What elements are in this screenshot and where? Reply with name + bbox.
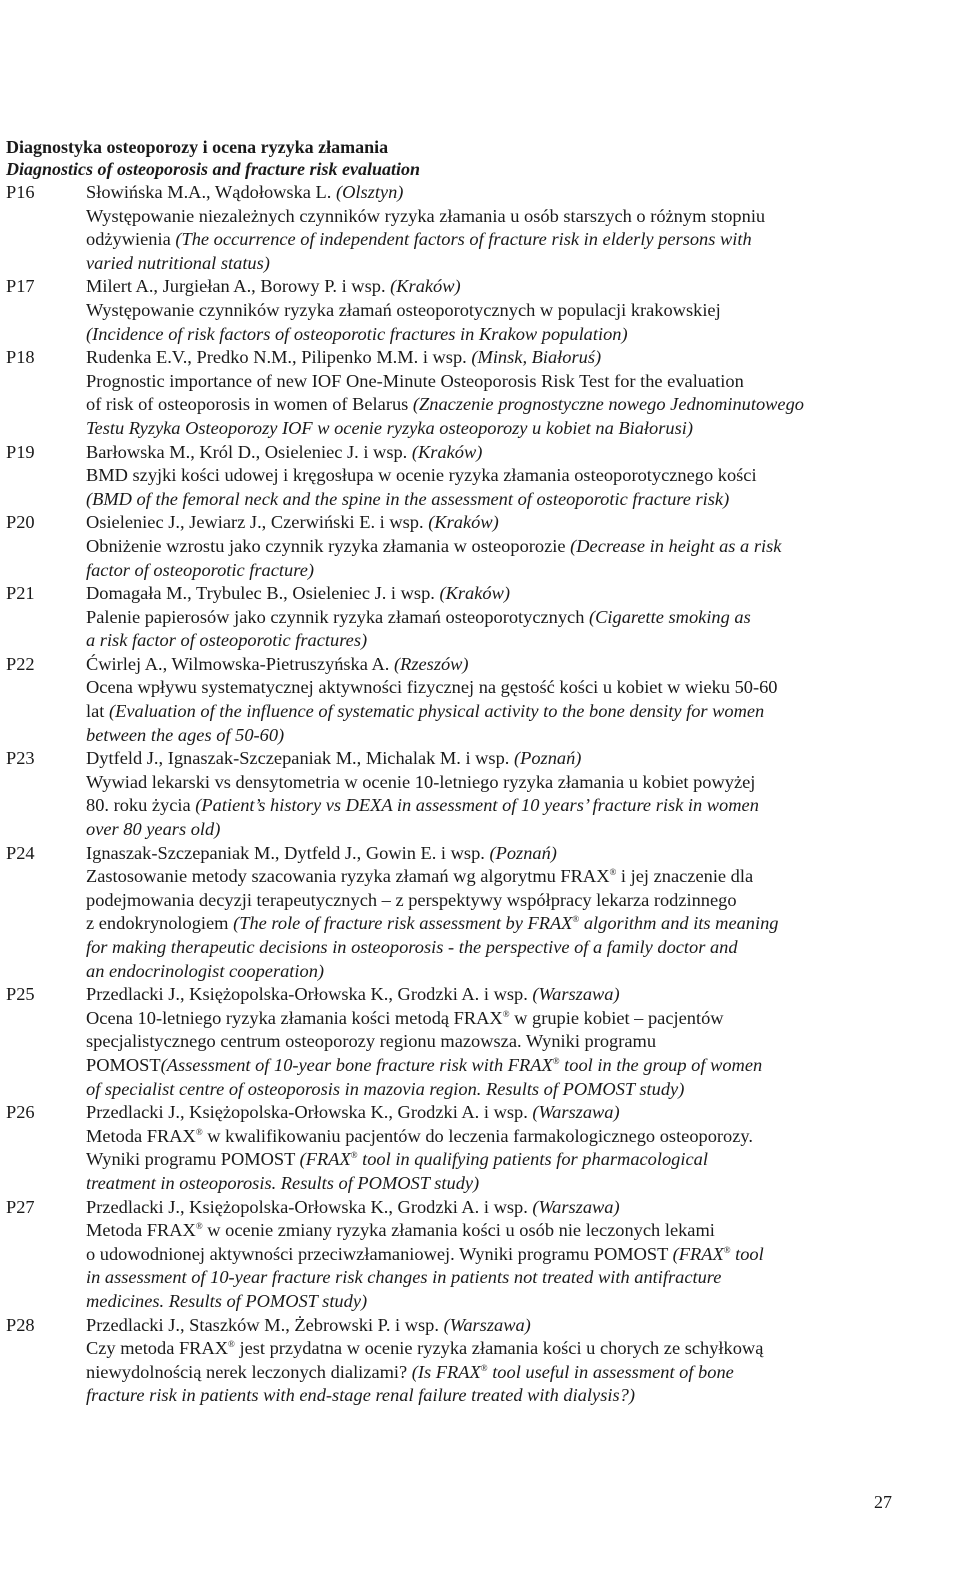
title-segment: Metoda FRAX xyxy=(86,1125,196,1146)
title-segment: an endocrinologist cooperation) xyxy=(86,960,325,981)
title-line xyxy=(86,1007,906,1031)
title-line xyxy=(86,299,906,323)
abstract-entry xyxy=(6,747,906,841)
title-segment: varied nutritional status) xyxy=(86,252,270,273)
author-line xyxy=(86,582,906,606)
city: (Warszawa) xyxy=(532,1102,620,1123)
abstract-code: P20 xyxy=(6,512,35,533)
title-segment: w grupie kobiet – pacjentów xyxy=(509,1007,724,1028)
title-segment: Metoda FRAX xyxy=(86,1220,196,1241)
title-segment: (The occurrence of independent factors of fracture risk in elderly persons with xyxy=(175,229,752,250)
title-segment: tool useful in assessment of bone xyxy=(487,1361,734,1382)
title-segment: jest przydatna w ocenie ryzyka złamania kości u chorych ze schyłkową xyxy=(234,1338,764,1359)
title-segment: Czy metoda FRAX xyxy=(86,1338,229,1359)
authors: Przedlacki J., Księżopolska-Orłowska K., Grodzki A. i wsp. xyxy=(86,1102,528,1123)
abstract-body xyxy=(86,582,906,653)
city: (Kraków) xyxy=(390,276,461,297)
abstract-entry xyxy=(6,181,906,275)
abstract-code: P22 xyxy=(6,653,35,674)
abstract-code: P16 xyxy=(6,182,35,202)
abstract-body xyxy=(86,1314,906,1408)
abstract-entry xyxy=(6,983,906,1101)
abstract-entry xyxy=(6,842,906,984)
title-segment: algorithm and its meaning xyxy=(579,913,779,934)
title-line xyxy=(86,1172,906,1196)
title-line xyxy=(86,559,906,583)
abstract-code: P19 xyxy=(6,441,35,462)
title-line xyxy=(86,1219,906,1243)
title-segment: (FRAX xyxy=(672,1243,724,1264)
title-segment: (Assessment of 10-year bone fracture risk with FRAX xyxy=(160,1054,553,1075)
abstract-body xyxy=(86,346,906,440)
city: (Warszawa) xyxy=(443,1314,531,1335)
abstract-entry xyxy=(6,346,906,440)
title-segment: (Decrease in height as a risk xyxy=(570,535,782,556)
title-line xyxy=(86,865,906,889)
authors: Przedlacki J., Księżopolska-Orłowska K., Grodzki A. i wsp. xyxy=(86,1196,528,1217)
title-segment: (Patient’s history vs DEXA in assessment of 10 years’ fracture risk in women xyxy=(195,795,759,816)
title-segment: POMOST xyxy=(86,1054,161,1075)
city: (Kraków) xyxy=(411,441,483,462)
title-segment: Obniżenie wzrostu jako czynnik ryzyka złamania w osteoporozie xyxy=(86,535,571,556)
city: (Rzeszów) xyxy=(393,653,469,674)
title-line xyxy=(86,1125,906,1149)
title-line xyxy=(86,1148,906,1172)
registered-mark: ® xyxy=(228,1339,235,1350)
authors: Milert A., Jurgiełan A., Borowy P. i wsp. xyxy=(86,276,386,297)
registered-mark: ® xyxy=(723,1244,731,1255)
author-line xyxy=(86,1196,906,1220)
title-line xyxy=(86,1266,906,1290)
abstract-body xyxy=(86,181,906,275)
author-line xyxy=(86,747,906,771)
registered-mark: ® xyxy=(552,1055,560,1066)
author-line xyxy=(86,511,906,535)
city: (Kraków) xyxy=(428,512,499,533)
authors: Ćwirlej A., Wilmowska-Pietruszyńska A. xyxy=(86,653,390,674)
title-segment: factor of osteoporotic fracture) xyxy=(86,559,314,580)
city: (Warszawa) xyxy=(532,984,620,1005)
title-line xyxy=(86,606,906,630)
abstract-entry xyxy=(6,511,906,582)
title-line xyxy=(86,1337,906,1361)
title-line xyxy=(86,912,906,936)
title-line xyxy=(86,1384,906,1408)
abstract-code: P21 xyxy=(6,583,35,604)
author-line xyxy=(86,1314,906,1338)
document-page xyxy=(6,136,906,1408)
title-segment: between the ages of 50-60) xyxy=(86,724,285,745)
abstract-code: P23 xyxy=(6,748,35,769)
title-segment: specjalistycznego centrum osteoporozy regionu mazowsza. Wyniki programu xyxy=(86,1031,657,1052)
title-segment: i jej znaczenie dla xyxy=(616,866,754,887)
page-number: 27 xyxy=(874,1492,892,1512)
title-line xyxy=(86,1361,906,1385)
section-title-english: Diagnostics of osteoporosis and fracture risk evaluation xyxy=(6,159,421,179)
abstract-body xyxy=(86,983,906,1101)
title-line xyxy=(86,370,906,394)
abstract-body xyxy=(86,747,906,841)
title-line xyxy=(86,488,906,512)
title-line xyxy=(86,1054,906,1078)
title-segment: Prognostic importance of new IOF One-Minute Osteoporosis Risk Test for the evaluation xyxy=(86,370,744,391)
authors: Rudenka E.V., Predko N.M., Pilipenko M.M. i wsp. xyxy=(86,347,467,368)
title-line xyxy=(86,464,906,488)
title-line xyxy=(86,1030,906,1054)
title-segment: 80. roku życia xyxy=(86,795,196,816)
abstract-body xyxy=(86,1196,906,1314)
abstract-entry xyxy=(6,1314,906,1408)
authors: Przedlacki J., Księżopolska-Orłowska K., Grodzki A. i wsp. xyxy=(86,984,528,1005)
city: (Minsk, Białoruś) xyxy=(471,347,602,368)
title-segment: w ocenie zmiany ryzyka złamania kości u osób nie leczonych lekami xyxy=(202,1220,715,1241)
title-line xyxy=(86,771,906,795)
abstract-body xyxy=(86,275,906,346)
title-line xyxy=(86,818,906,842)
abstract-body xyxy=(86,441,906,512)
title-segment: odżywienia xyxy=(86,229,176,250)
title-line xyxy=(86,889,906,913)
title-line xyxy=(86,629,906,653)
abstract-code: P25 xyxy=(6,984,35,1005)
title-segment: z endokrynologiem xyxy=(86,913,234,934)
title-line xyxy=(86,1290,906,1314)
authors: Słowińska M.A., Wądołowska L. xyxy=(86,182,332,202)
title-segment: of specialist centre of osteoporosis in mazovia region. Results of POMOST study) xyxy=(86,1078,685,1099)
abstract-code: P27 xyxy=(6,1196,35,1217)
registered-mark: ® xyxy=(572,914,580,925)
authors: Ignaszak-Szczepaniak M., Dytfeld J., Gowin E. i wsp. xyxy=(86,842,485,863)
title-segment: Ocena wpływu systematycznej aktywności fizycznej na gęstość kości u kobiet w wieku 50-60 xyxy=(86,677,778,698)
author-line xyxy=(86,441,906,465)
city: (Poznań) xyxy=(489,842,557,863)
title-segment: (Evaluation of the influence of systematic physical activity to the bone density for women xyxy=(108,701,765,722)
title-segment: a risk factor of osteoporotic fractures) xyxy=(86,630,368,651)
abstract-code: P17 xyxy=(6,276,35,297)
title-segment: w kwalifikowaniu pacjentów do leczenia farmakologicznego osteoporozy. xyxy=(202,1125,754,1146)
abstract-entry xyxy=(6,1196,906,1314)
title-segment: medicines. Results of POMOST study) xyxy=(86,1290,368,1311)
abstract-entry xyxy=(6,1101,906,1195)
title-segment: Zastosowanie metody szacowania ryzyka złamań wg algorytmu FRAX xyxy=(86,866,610,887)
abstract-entry xyxy=(6,582,906,653)
title-line xyxy=(86,960,906,984)
abstract-code: P28 xyxy=(6,1314,35,1335)
title-segment: for making therapeutic decisions in osteoporosis - the perspective of a family doctor and xyxy=(86,937,738,957)
title-line xyxy=(86,205,906,229)
abstract-body xyxy=(86,842,906,984)
title-segment: treatment in osteoporosis. Results of POMOST study) xyxy=(86,1172,480,1193)
abstract-code: P18 xyxy=(6,347,35,368)
title-segment: (Cigarette smoking as xyxy=(589,606,751,627)
title-segment: (Is FRAX xyxy=(411,1361,481,1382)
author-line xyxy=(86,1101,906,1125)
title-segment: (The role of fracture risk assessment by FRAX xyxy=(233,913,573,934)
title-line xyxy=(86,323,906,347)
title-line xyxy=(86,1078,906,1102)
title-segment: lat xyxy=(86,701,109,722)
title-line xyxy=(86,936,906,960)
title-line xyxy=(86,417,906,441)
title-segment: Występowanie niezależnych czynników ryzyka złamania u osób starszych o różnym stopniu xyxy=(86,205,766,226)
authors: Domagała M., Trybulec B., Osieleniec J. i wsp. xyxy=(86,583,435,604)
title-segment: fracture risk in patients with end-stage renal failure treated with dialysis?) xyxy=(86,1385,635,1406)
title-line xyxy=(86,676,906,700)
city: (Kraków) xyxy=(439,583,510,604)
title-line xyxy=(86,393,906,417)
registered-mark: ® xyxy=(480,1362,488,1373)
registered-mark: ® xyxy=(195,1221,203,1232)
registered-mark: ® xyxy=(195,1126,203,1137)
title-segment: podejmowania decyzji terapeutycznych – z perspektywy współpracy lekarza rodzinnego xyxy=(86,889,737,910)
city: (Warszawa) xyxy=(532,1196,620,1217)
title-line xyxy=(86,700,906,724)
title-segment: of risk of osteoporosis in women of Belarus xyxy=(86,394,413,415)
abstract-entry xyxy=(6,441,906,512)
authors: Dytfeld J., Ignaszak-Szczepaniak M., Michalak M. i wsp. xyxy=(86,748,510,769)
title-segment: Wywiad lekarski vs densytometria w ocenie 10-letniego ryzyka złamania u kobiet powyżej xyxy=(86,771,756,792)
authors: Barłowska M., Król D., Osieleniec J. i wsp. xyxy=(86,441,408,462)
title-segment: (Incidence of risk factors of osteoporotic fractures in Krakow population) xyxy=(86,323,628,344)
registered-mark: ® xyxy=(609,867,617,878)
title-segment: (FRAX xyxy=(299,1149,351,1170)
title-segment: Występowanie czynników ryzyka złamań osteoporotycznych w populacji krakowskiej xyxy=(86,299,721,320)
title-segment: niewydolnością nerek leczonych dializami? xyxy=(86,1361,412,1382)
title-segment: o udowodnionej aktywności przeciwzłamaniowej. Wyniki programu POMOST xyxy=(86,1243,673,1264)
title-line xyxy=(86,794,906,818)
title-segment: in assessment of 10-year fracture risk changes in patients not treated with antifracture xyxy=(86,1267,722,1288)
authors: Osieleniec J., Jewiarz J., Czerwiński E. i wsp. xyxy=(86,512,424,533)
title-line xyxy=(86,228,906,252)
title-line xyxy=(86,1243,906,1267)
title-segment: tool in qualifying patients for pharmacological xyxy=(357,1149,708,1170)
title-segment: Ocena 10-letniego ryzyka złamania kości metodą FRAX xyxy=(86,1007,503,1028)
title-segment: Palenie papierosów jako czynnik ryzyka złamań osteoporotycznych xyxy=(86,606,590,627)
city: (Olsztyn) xyxy=(335,182,404,202)
title-segment: tool in the group of women xyxy=(559,1054,763,1075)
abstract-body xyxy=(86,653,906,747)
abstract-code: P26 xyxy=(6,1102,35,1123)
abstract-list xyxy=(6,181,906,1408)
author-line xyxy=(86,346,906,370)
title-segment: Wyniki programu POMOST xyxy=(86,1149,300,1170)
title-segment: tool xyxy=(730,1243,764,1264)
registered-mark: ® xyxy=(502,1008,510,1019)
author-line xyxy=(86,983,906,1007)
title-line xyxy=(86,252,906,276)
author-line xyxy=(86,275,906,299)
abstract-body xyxy=(86,1101,906,1195)
title-line xyxy=(86,535,906,559)
author-line xyxy=(86,842,906,866)
title-segment: Testu Ryzyka Osteoporozy IOF w ocenie ryzyka osteoporozy u kobiet na Białorusi) xyxy=(86,417,693,438)
registered-mark: ® xyxy=(350,1150,358,1161)
title-segment: (Znaczenie prognostyczne nowego Jednominutowego xyxy=(412,394,804,415)
author-line xyxy=(86,653,906,677)
abstract-body xyxy=(86,511,906,582)
city: (Poznań) xyxy=(514,748,582,769)
abstract-entry xyxy=(6,275,906,346)
title-segment: over 80 years old) xyxy=(86,819,221,840)
author-line xyxy=(86,181,906,205)
abstract-entry xyxy=(6,653,906,747)
authors: Przedlacki J., Staszków M., Żebrowski P. i wsp. xyxy=(86,1314,439,1335)
section-title-polish: Diagnostyka osteoporozy i ocena ryzyka złamania xyxy=(6,137,389,157)
title-segment: (BMD of the femoral neck and the spine in the assessment of osteoporotic fracture risk) xyxy=(86,488,730,509)
title-segment: BMD szyjki kości udowej i kręgosłupa w ocenie ryzyka złamania osteoporotycznego kości xyxy=(86,465,757,486)
title-line xyxy=(86,724,906,748)
abstract-code: P24 xyxy=(6,842,35,863)
